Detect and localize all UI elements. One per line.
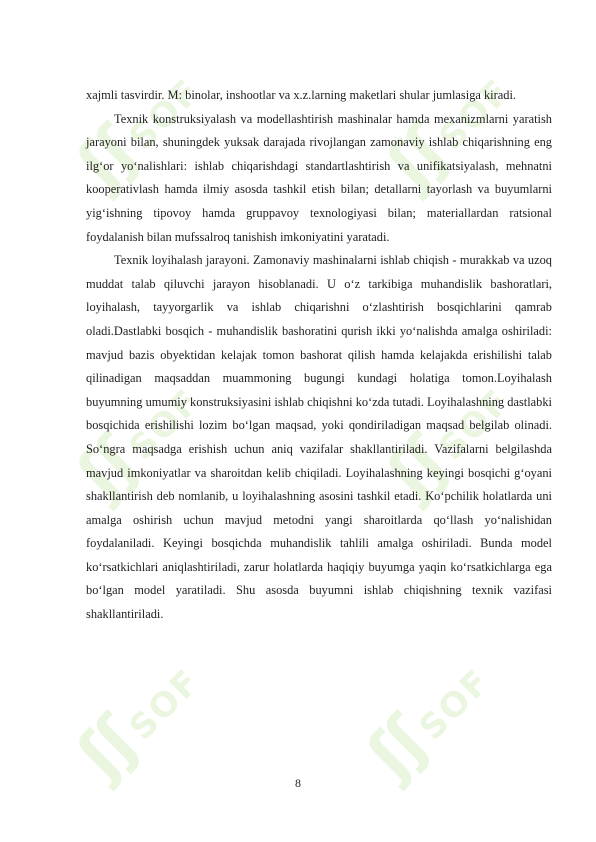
watermark-glyph: ʃʃ xyxy=(373,114,462,202)
watermark-glyph: ʃʃ xyxy=(63,424,152,512)
watermark-text: SOF xyxy=(121,71,209,159)
watermark-logo xyxy=(64,642,213,791)
paragraph: Texnik loyihalash jarayoni. Zamonaviy mashinalarni ishlab chiqish - murakkab va uzoq muddat talab qiluvchi jarayon hisoblanadi. U o‘z tarkibiga muhandislik bashoratlari, loyihalash, tayyorgarlik va ishlab chiqarishni o‘zlashtirish bosqichlarini qamrab oladi.Dastlabki bosqich - muhandislik bashoratini qurish ikki yo‘nalishda amalga oshiriladi: mavjud bazis obyektidan kelajak tomon bashorat qilish hamda kelajakda erishilishi talab qilinadigan maqsaddan muammoning bugungi kundagi holatiga tomon.Loyihalash buyumning umumiy konstruksiyasini ishlab chiqishni ko‘zda tutadi. Loyihalashning dastlabki bosqichida erishilishi lozim bo‘lgan maqsad, yoki qondiriladigan maqsad belgilab olinadi. So‘ngra maqsadga erishish uchun aniq vazifalar shakllantiriladi. Vazifalarni belgilashda mavjud imkoniyatlar va sharoitdan kelib chiqiladi. Loyihalashning keyingi bosqichi g‘oyani shakllantirish deb nomlanib, u loyihalashning asosini tashkil etadi. Ko‘pchilik holatlarda uni amalga oshirish uchun mavjud metodni yangi sharoitlarda qo‘llash yo‘nalishidan foydalaniladi. Keyingi bosqichda muhandislik tahlili amalga oshiriladi. Bunda model ko‘rsatkichlari aniqlashtiriladi, zarur holatlarda haqiqiy buyumga yaqin ko‘rsatkichlarga ega bo‘lgan model yaratiladi. Shu asosda buyumni ishlab chiqishning texnik vazifasi shakllantiriladi. xyxy=(86,253,552,622)
watermark-glyph: ʃʃ xyxy=(63,704,152,792)
watermark-glyph: ʃʃ xyxy=(63,114,152,202)
watermark-text: SOF xyxy=(431,381,519,469)
watermark-glyph: ʃʃ xyxy=(353,704,442,792)
watermark-glyph: ʃʃ xyxy=(373,424,462,512)
body-text xyxy=(86,84,552,627)
paragraph: Texnik konstruksiyalash va modellashtirish mashinalar hamda mexanizmlarni yaratish jarayoni bilan, shuningdek yuksak darajada rivojlangan zamonaviy ishlab chiqarishning eng ilg‘or yo‘nalishlari: ishlab chiqarishdagi standartlashtirish va unifikatsiyalash, mehnatni kooperativlash hamda ilmiy asosda tashkil etish bilan; detallarni tayorlash va buyumlarni yig‘ishning tipovoy hamda gruppavoy texnologiyasi bilan; materiallardan ratsional foydalanish bilan mufssalroq tanishish imkoniyatini yaratadi. xyxy=(86,111,552,244)
paragraph: xajmli tasvirdir. M: binolar, inshootlar va x.z.larning maketlari shular jumlasiga kiradi. xyxy=(86,88,516,102)
watermark-text: SOF xyxy=(121,381,209,469)
watermark-text: SOF xyxy=(121,661,209,749)
page-number: 8 xyxy=(295,776,301,790)
watermark-logo xyxy=(354,642,503,791)
watermark-text: SOF xyxy=(411,661,499,749)
watermark-text: SOF xyxy=(431,71,519,159)
